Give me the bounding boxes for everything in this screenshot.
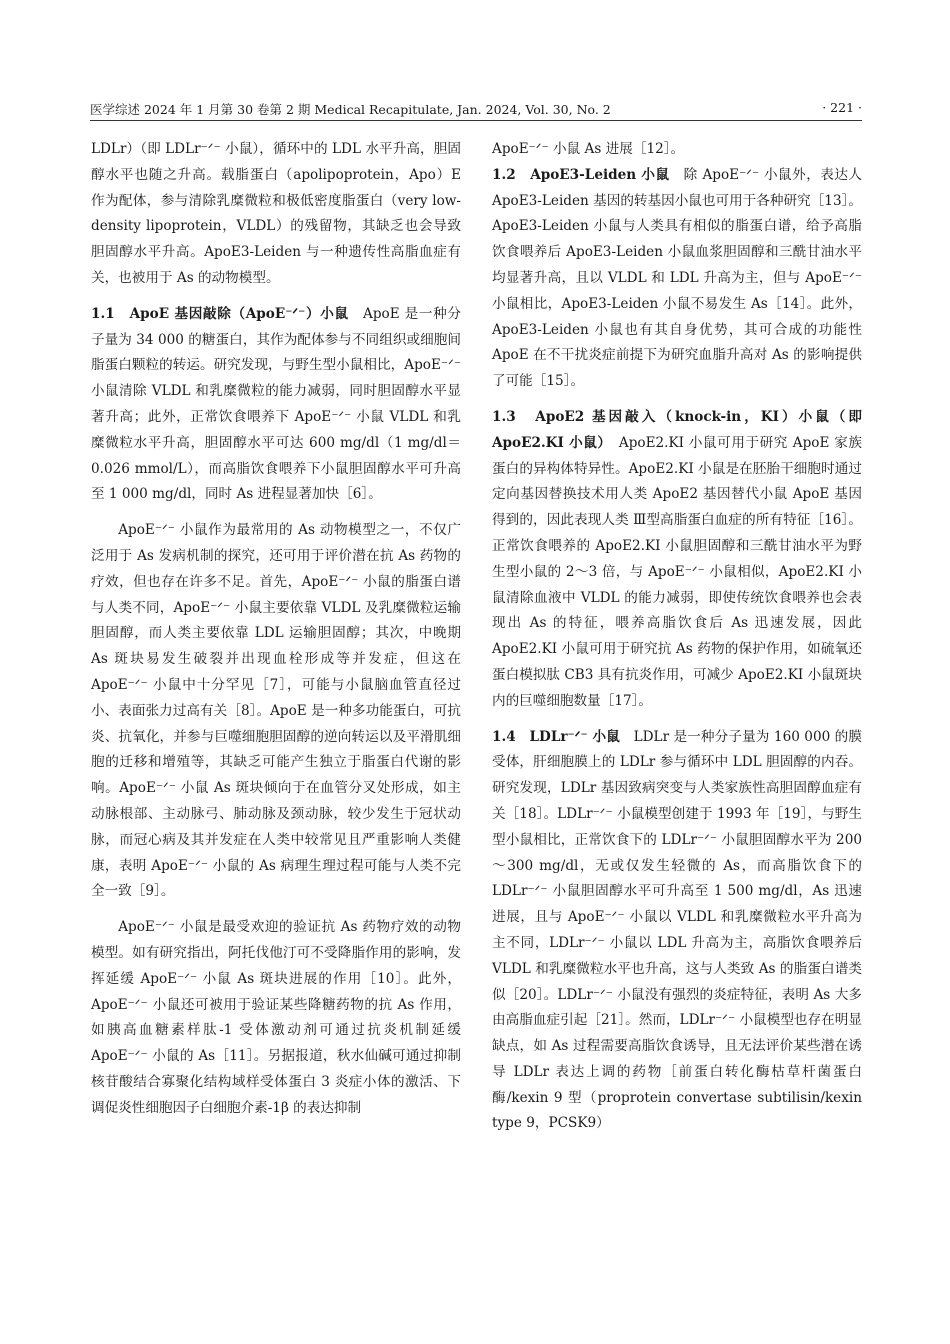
right-column xyxy=(492,137,862,1137)
journal-info: 医学综述 2024 年 1 月第 30 卷第 2 期 Medical Recapitulate, Jan. 2024, Vol. 30, No. 2 xyxy=(90,102,611,117)
section-body: LDLr 是一种分子量为 160 000 的膜受体，肝细胞膜上的 LDLr 参与循环中 LDL 胆固醇的内吞。研究发现，LDLr 基因致病突变与人类家族性高胆固醇血症有关［18］。LDLr⁻ᐟ⁻ 小鼠模型创建于 1993 年［19］，与野生型小鼠相比，正常饮食下的 LDLr⁻ᐟ⁻ 小鼠胆固醇水平为 200～300 mg/dl，无或仅发生轻微的 As，而高脂饮食下的 LDLr⁻ᐟ⁻ 小鼠胆固醇水平可升高至 1 500 mg/dl，As 迅速进展，且与 ApoE⁻ᐟ⁻ 小鼠以 VLDL 和乳糜微粒水平升高为主不同，LDLr⁻ᐟ⁻ 小鼠以 LDL 升高为主，高脂饮食喂养后 VLDL 和乳糜微粒水平也升高，这与人类致 As 的脂蛋白谱类似［20］。LDLr⁻ᐟ⁻ 小鼠没有强烈的炎症特征，表明 As 大多由高脂血症引起［21］。然而，LDLr⁻ᐟ⁻ 小鼠模型也存在明显缺点，如 As 过程需要高脂饮食诱导，且无法评价某些潜在诱导 LDLr 表达上调的药物［前蛋白转化酶枯草杆菌蛋白酶/kexin 9 型（proprotein convertase subtilisin/kexin type 9，PCSK9） xyxy=(492,728,862,1132)
paragraph: LDLr）（即 LDLr⁻ᐟ⁻ 小鼠），循环中的 LDL 水平升高，胆固醇水平也随之升高。载脂蛋白（apolipoprotein，Apo）E 作为配体，参与清除乳糜微粒和极低密度脂蛋白（very low-density lipoprotein，VLDL）的残留物，其缺乏也会导致胆固醇水平升高。ApoE3-Leiden 与一种遗传性高脂血症有关，也被用于 As 的动物模型。 xyxy=(91,141,461,286)
paragraph: ApoE⁻ᐟ⁻ 小鼠作为最常用的 As 动物模型之一，不仅广泛用于 As 发病机制的探究，还可用于评价潜在抗 As 药物的疗效，但也存在许多不足。首先，ApoE⁻ᐟ⁻ 小鼠的脂蛋白谱与人类不同，ApoE⁻ᐟ⁻ 小鼠主要依靠 VLDL 及乳糜微粒运输胆固醇，而人类主要依靠 LDL 运输胆固醇；其次，中晚期 As 斑块易发生破裂并出现血栓形成等并发症，但这在 ApoE⁻ᐟ⁻ 小鼠中十分罕见［7］，可能与小鼠脑血管直径过小、表面张力过高有关［8］。ApoE 是一种多功能蛋白，可抗炎、抗氧化，并参与巨噬细胞胆固醇的逆向转运以及平滑肌细胞的迁移和增殖等，其缺乏可能产生独立于脂蛋白代谢的影响。ApoE⁻ᐟ⁻ 小鼠 As 斑块倾向于在血管分叉处形成，如主动脉根部、主动脉弓、肺动脉及颈动脉，较少发生于冠状动脉，而冠心病及其并发症在人类中较常见且严重影响人类健康，表明 ApoE⁻ᐟ⁻ 小鼠的 As 病理生理过程可能与人类不完全一致［9］。 xyxy=(91,522,461,900)
left-column xyxy=(91,137,461,1121)
running-header xyxy=(90,98,862,121)
section-heading: 1.3 ApoE2 基因敲入（knock-in，KI）小鼠（即 ApoE2.KI 小鼠） xyxy=(492,408,862,451)
paragraph: ApoE⁻ᐟ⁻ 小鼠 As 进展［12］。 xyxy=(492,141,685,157)
section-paragraph xyxy=(492,405,862,715)
section-heading: 1.1 ApoE 基因敲除（ApoE⁻ᐟ⁻）小鼠 xyxy=(91,305,349,322)
paragraph: ApoE⁻ᐟ⁻ 小鼠是最受欢迎的验证抗 As 药物疗效的动物模型。如有研究指出，阿托伐他汀可不受降脂作用的影响，发挥延缓 ApoE⁻ᐟ⁻ 小鼠 As 斑块进展的作用［10］。此外，ApoE⁻ᐟ⁻ 小鼠还可被用于验证某些降糖药物的抗 As 作用，如胰高血糖素样肽-1 受体激动剂可通过抗炎机制延缓 ApoE⁻ᐟ⁻ 小鼠的 As［11］。另据报道，秋水仙碱可通过抑制核苷酸结合寡聚化结构域样受体蛋白 3 炎症小体的激活、下调促炎性细胞因子白细胞介素-1β 的表达抑制 xyxy=(91,919,461,1116)
section-body: 除 ApoE⁻ᐟ⁻ 小鼠外，表达人 ApoE3-Leiden 基因的转基因小鼠也可用于各种研究［13］。ApoE3-Leiden 小鼠与人类具有相似的脂蛋白谱，给予高脂饮食喂养后 ApoE3-Leiden 小鼠血浆胆固醇和三酰甘油水平均显著升高，且以 VLDL 和 LDL 升高为主，但与 ApoE⁻ᐟ⁻ 小鼠相比，ApoE3-Leiden 小鼠不易发生 As［14］。此外，ApoE3-Leiden 小鼠也有其自身优势，其可合成的功能性 ApoE 在不干扰炎症前提下为研究血脂升高对 As 的影响提供了可能［15］。 xyxy=(492,166,862,390)
section-body: ApoE 是一种分子量为 34 000 的糖蛋白，其作为配体参与不同组织或细胞间脂蛋白颗粒的转运。研究发现，与野生型小鼠相比，ApoE⁻ᐟ⁻ 小鼠清除 VLDL 和乳糜微粒的能力减弱，同时胆固醇水平显著升高；此外，正常饮食喂养下 ApoE⁻ᐟ⁻ 小鼠 VLDL 和乳糜微粒水平升高，胆固醇水平可达 600 mg/dl（1 mg/dl＝0.026 mmol/L），而高脂饮食喂养下小鼠胆固醇水平可升高至 1 000 mg/dl，同时 As 进程显著加快［6］。 xyxy=(91,305,461,503)
page-number: · 221 · xyxy=(822,100,862,115)
section-paragraph xyxy=(492,725,862,1138)
section-paragraph xyxy=(91,302,461,508)
section-heading: 1.4 LDLr⁻ᐟ⁻ 小鼠 xyxy=(492,728,620,745)
section-heading: 1.2 ApoE3-Leiden 小鼠 xyxy=(492,166,670,183)
section-paragraph xyxy=(492,163,862,395)
section-body: ApoE2.KI 小鼠可用于研究 ApoE 家族蛋白的异构体特异性。ApoE2.KI 小鼠是在胚胎干细胞时通过定向基因替换技术用人类 ApoE2 基因替代小鼠 ApoE 基因得到的，因此表现人类 Ⅲ型高脂蛋白血症的所有特征［16］。正常饮食喂养的 ApoE2.KI 小鼠胆固醇和三酰甘油水平为野生型小鼠的 2～3 倍，与 ApoE⁻ᐟ⁻ 小鼠相似，ApoE2.KI 小鼠清除血液中 VLDL 的能力减弱，即使传统饮食喂养也会表现出 As 的特征，喂养高脂饮食后 As 迅速发展，因此 ApoE2.KI 小鼠可用于研究抗 As 药物的保护作用，如硫氧还蛋白模拟肽 CB3 具有抗炎作用，可减少 ApoE2.KI 小鼠斑块内的巨噬细胞数量［17］。 xyxy=(492,434,862,709)
